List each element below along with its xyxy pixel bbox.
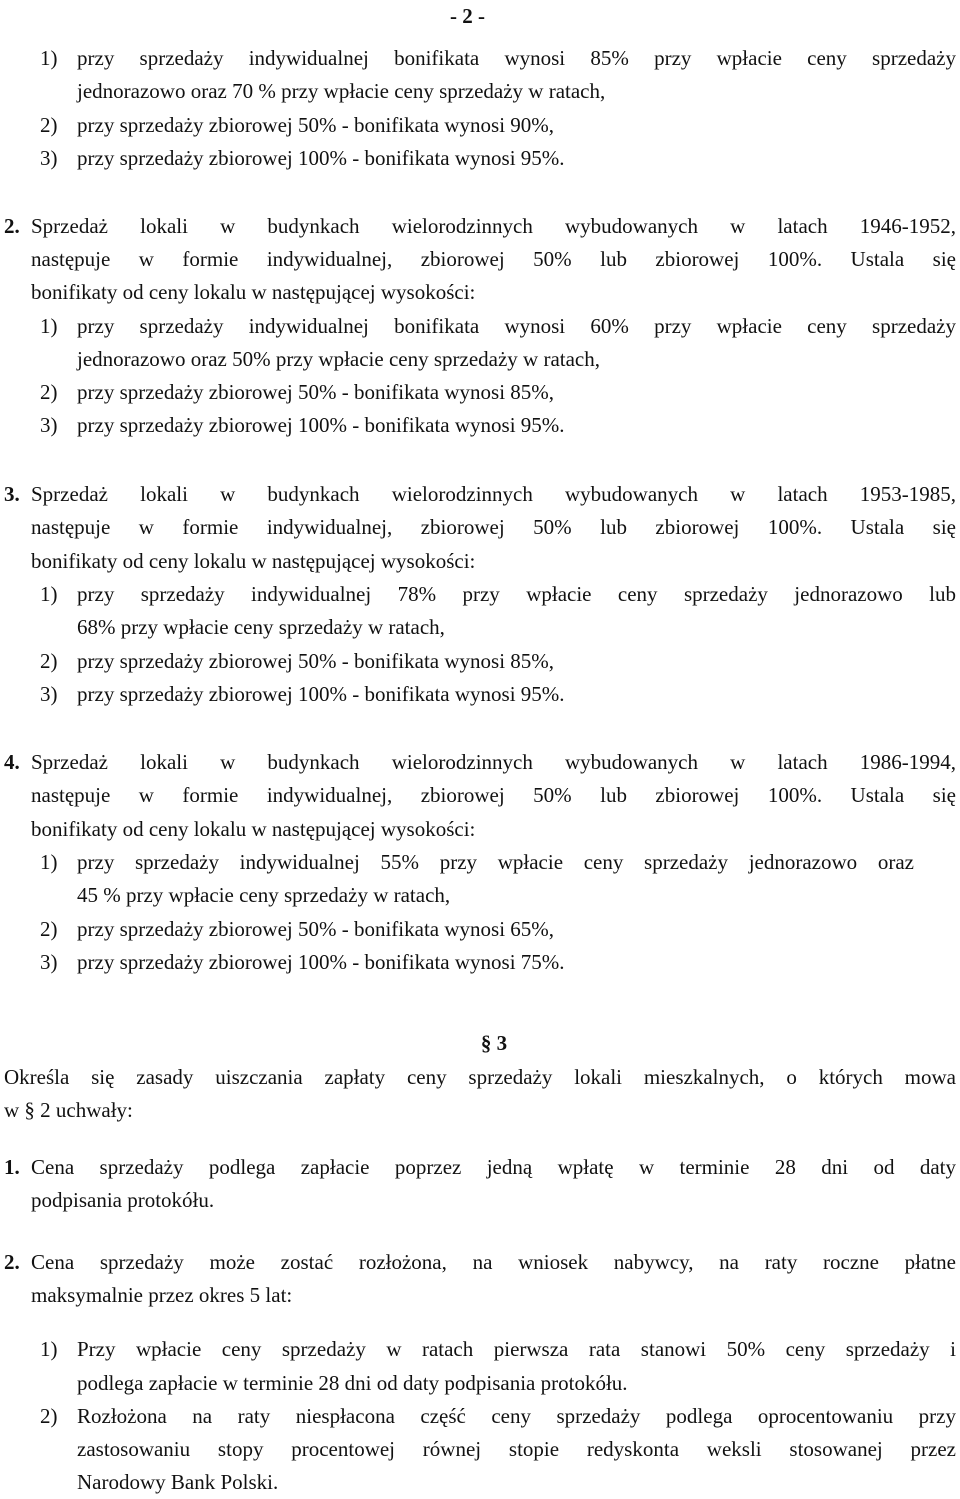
list-item-text: zastosowaniu stopy procentowej równej stopie redyskonta weksli stosowanej przez [77,1437,956,1461]
list-item-number: 2) [40,917,58,941]
list-item-text: jednorazowo oraz 50% przy wpłacie ceny sprzedaży w ratach, [77,347,600,371]
list-item-number: 2) [40,1404,58,1428]
section-number: 2. [4,214,20,238]
section-intro: Sprzedaż lokali w budynkach wielorodzinnych wybudowanych w latach 1946-1952, [31,214,956,238]
list-item-text: przy sprzedaży zbiorowej 100% - bonifikata wynosi 75%. [77,950,565,974]
list-item-text: przy sprzedaży indywidualnej bonifikata wynosi 85% przy wpłacie ceny sprzedaży [77,46,956,70]
list-item-text: przy sprzedaży indywidualnej 55% przy wpłacie ceny sprzedaży jednorazowo oraz [77,850,914,874]
list-item-text: jednorazowo oraz 70 % przy wpłacie ceny sprzedaży w ratach, [77,79,606,103]
page-number: - 2 - [450,4,485,28]
list-item-text: przy sprzedaży zbiorowej 50% - bonifikata wynosi 90%, [77,113,555,137]
list-item-text: przy sprzedaży zbiorowej 100% - bonifikata wynosi 95%. [77,146,565,170]
list-item-number: 3) [40,146,58,170]
paragraph-heading: § 3 [480,1031,508,1055]
section-intro: bonifikaty od ceny lokalu w następującej wysokości: [31,280,476,304]
list-item-number: 2) [40,380,58,404]
list-item-number: 3) [40,413,58,437]
section-intro: następuje w formie indywidualnej, zbiorowej 50% lub zbiorowej 100%. Ustala się [31,247,956,271]
section-intro: bonifikaty od ceny lokalu w następującej wysokości: [31,817,476,841]
list-item-text: podlega zapłacie w terminie 28 dni od daty podpisania protokółu. [77,1371,628,1395]
list-item-text: przy sprzedaży zbiorowej 100% - bonifikata wynosi 95%. [77,682,565,706]
paragraph-intro: w § 2 uchwały: [4,1098,133,1122]
list-item-text: przy sprzedaży zbiorowej 50% - bonifikata wynosi 85%, [77,649,555,673]
list-item-text: przy sprzedaży zbiorowej 100% - bonifikata wynosi 95%. [77,413,565,437]
list-item-number: 1) [40,582,58,606]
list-item-number: 3) [40,682,58,706]
list-item-text: przy sprzedaży zbiorowej 50% - bonifikata wynosi 65%, [77,917,555,941]
list-item-text: Przy wpłacie ceny sprzedaży w ratach pierwsza rata stanowi 50% ceny sprzedaży i [77,1337,956,1361]
point-text: maksymalnie przez okres 5 lat: [31,1283,293,1307]
section-number: 3. [4,482,20,506]
section-intro: bonifikaty od ceny lokalu w następującej wysokości: [31,549,476,573]
list-item-number: 1) [40,314,58,338]
list-item-number: 1) [40,850,58,874]
list-item-number: 1) [40,46,58,70]
list-item-text: Rozłożona na raty niespłacona część ceny sprzedaży podlega oprocentowaniu przy [77,1404,956,1428]
point-number: 1. [4,1155,20,1179]
section-intro: Sprzedaż lokali w budynkach wielorodzinnych wybudowanych w latach 1953-1985, [31,482,956,506]
point-text: Cena sprzedaży może zostać rozłożona, na wniosek nabywcy, na raty roczne płatne [31,1250,956,1274]
list-item-text: Narodowy Bank Polski. [77,1470,279,1494]
list-item-text: przy sprzedaży indywidualnej bonifikata wynosi 60% przy wpłacie ceny sprzedaży [77,314,956,338]
point-text: Cena sprzedaży podlega zapłacie poprzez jedną wpłatę w terminie 28 dni od daty [31,1155,956,1179]
section-intro: Sprzedaż lokali w budynkach wielorodzinnych wybudowanych w latach 1986-1994, [31,750,956,774]
section-number: 4. [4,750,20,774]
list-item-number: 3) [40,950,58,974]
list-item-text: 68% przy wpłacie ceny sprzedaży w ratach, [77,615,445,639]
list-item-number: 2) [40,113,58,137]
point-number: 2. [4,1250,20,1274]
list-item-number: 2) [40,649,58,673]
point-text: podpisania protokółu. [31,1188,215,1212]
section-intro: następuje w formie indywidualnej, zbiorowej 50% lub zbiorowej 100%. Ustala się [31,783,956,807]
list-item-number: 1) [40,1337,58,1361]
section-intro: następuje w formie indywidualnej, zbiorowej 50% lub zbiorowej 100%. Ustala się [31,515,956,539]
list-item-text: przy sprzedaży indywidualnej 78% przy wpłacie ceny sprzedaży jednorazowo lub [77,582,956,606]
list-item-text: 45 % przy wpłacie ceny sprzedaży w ratach, [77,883,451,907]
list-item-text: przy sprzedaży zbiorowej 50% - bonifikata wynosi 85%, [77,380,555,404]
paragraph-intro: Określa się zasady uiszczania zapłaty ceny sprzedaży lokali mieszkalnych, o których mowa [4,1065,956,1089]
